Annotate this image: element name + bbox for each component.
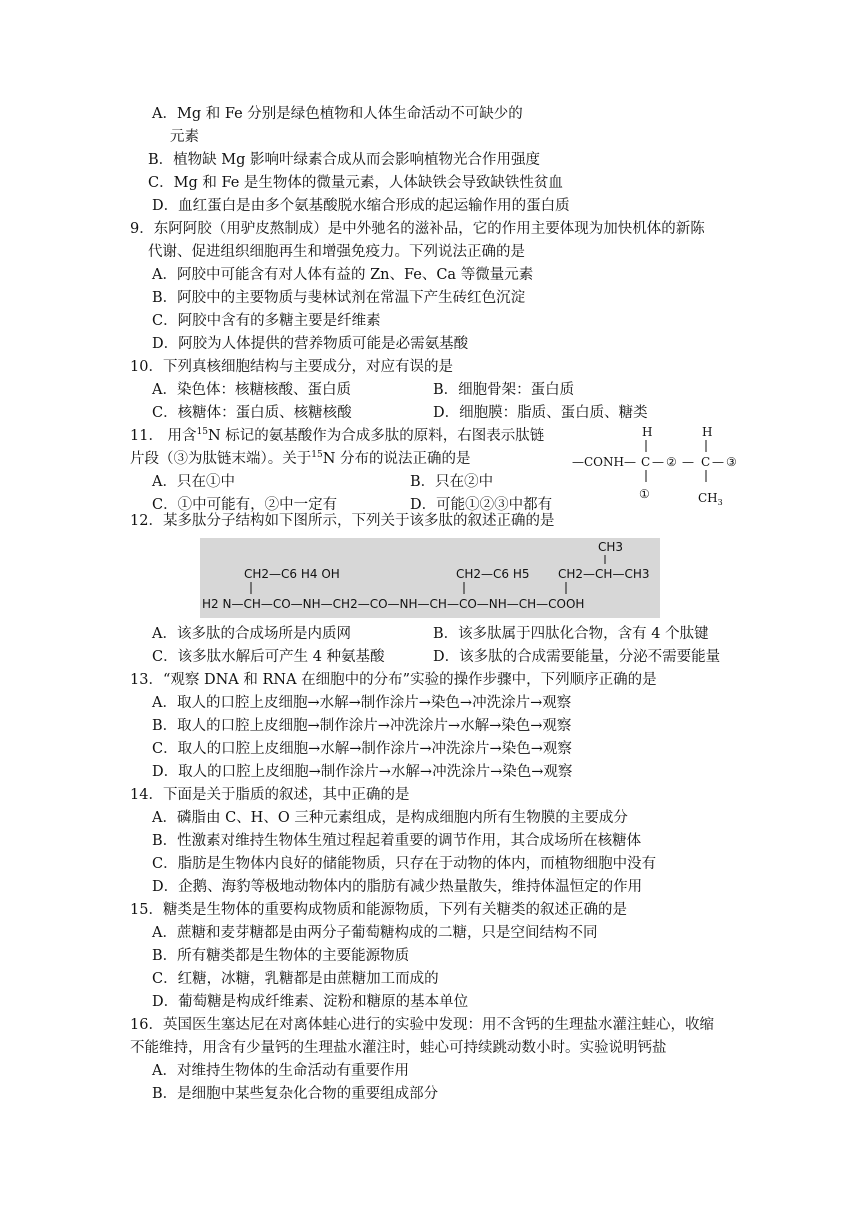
fig11-ch3: $CH_3$ — [698, 491, 723, 507]
fig11-h1: H — [642, 425, 653, 439]
q11-option-b: B．只在②中 — [410, 474, 494, 490]
peptide-fragment-figure — [570, 424, 760, 516]
q14-option-c: C．脂肪是生物体内良好的储能物质，只存在于动物的体内，而植物细胞中没有 — [152, 856, 657, 872]
q10-option-b: B．细胞骨架：蛋白质 — [433, 382, 575, 398]
q14-stem: 14．下面是关于脂质的叙述，其中正确的是 — [130, 787, 410, 803]
q10-option-a: A．染色体：核糖核酸、蛋白质 — [152, 382, 351, 398]
q15-option-a: A．蔗糖和麦芽糖都是由两分子葡萄糖构成的二糖，只是空间结构不同 — [152, 925, 598, 941]
q8-option-d: D．血红蛋白是由多个氨基酸脱水缩合形成的起运输作用的蛋白质 — [152, 198, 570, 214]
svg-text:—: — — [682, 455, 694, 469]
q11-option-a: A．只在①中 — [152, 474, 235, 490]
q16-option-b: B．是细胞中某些复杂化合物的重要组成部分 — [152, 1086, 439, 1102]
q8-option-a: A．Mg 和 Fe 分别是绿色植物和人体生命活动不可缺少的 — [152, 106, 523, 122]
q15-option-b: B．所有糖类都是生物体的主要能源物质 — [152, 948, 410, 964]
fig11-label-3: ③ — [726, 455, 737, 469]
q13-stem: 13．“观察 DNA 和 RNA 在细胞中的分布”实验的操作步骤中，下列顺序正确的是 — [130, 672, 657, 688]
fig11-c2: C — [701, 455, 711, 469]
q9-option-a: A．阿胶中可能含有对人体有益的 Zn、Fe、Ca 等微量元素 — [152, 267, 534, 283]
fig12-r3: CH2—C6 H5 — [456, 567, 530, 581]
q11-stem-cont: 片段（③为肽链末端）。关于$^{15}$N 分布的说法正确的是 — [130, 450, 471, 467]
fig11-conh: —CONH— — [572, 455, 636, 469]
q12-option-d: D．该多肽的合成需要能量，分泌不需要能量 — [433, 649, 721, 665]
fig12-r1: CH2—C6 H4 OH — [244, 567, 340, 581]
fig11-c1: C — [641, 455, 651, 469]
q8-option-a-cont: 元素 — [170, 129, 199, 145]
q15-option-c: C．红糖，冰糖，乳糖都是由蔗糖加工而成的 — [152, 971, 439, 987]
q13-option-b: B．取人的口腔上皮细胞→制作涂片→冲洗涂片→水解→染色→观察 — [152, 718, 572, 734]
q15-stem: 15．糖类是生物体的重要构成物质和能源物质，下列有关糖类的叙述正确的是 — [130, 902, 627, 918]
q13-option-d: D．取人的口腔上皮细胞→制作涂片→水解→冲洗涂片→染色→观察 — [152, 764, 573, 780]
q12-option-a: A．该多肽的合成场所是内质网 — [152, 626, 351, 642]
fig12-r4: CH2—CH—CH3 — [558, 567, 650, 581]
q12-option-b: B．该多肽属于四肽化合物，含有 4 个肽键 — [433, 626, 709, 642]
q13-option-c: C．取人的口腔上皮细胞→水解→制作涂片→冲洗涂片→染色→观察 — [152, 741, 572, 757]
q14-option-d: D．企鹅、海豹等极地动物体内的脂肪有减少热量散失，维持体温恒定的作用 — [152, 879, 643, 895]
q9-option-b: B．阿胶中的主要物质与斐林试剂在常温下产生砖红色沉淀 — [152, 290, 526, 306]
svg-text:—: — — [652, 455, 664, 469]
fig12-main-chain: H2 N—CH—CO—NH—CH2—CO—NH—CH—CO—NH—CH—COOH — [202, 597, 585, 611]
q16-option-a: A．对维持生物体的生命活动有重要作用 — [152, 1063, 409, 1079]
svg-text:—: — — [712, 455, 724, 469]
q9-stem: 9．东阿阿胶（用驴皮熬制成）是中外驰名的滋补品，它的作用主要体现为加快机体的新陈 — [130, 221, 705, 237]
q16-stem: 16．英国医生塞达尼在对离体蛙心进行的实验中发现：用不含钙的生理盐水灌注蛙心，收缩 — [130, 1017, 714, 1033]
q14-option-a: A．磷脂由 C、H、O 三种元素组成，是构成细胞内所有生物膜的主要成分 — [152, 810, 628, 826]
fig11-h2: H — [702, 425, 713, 439]
q13-option-a: A．取人的口腔上皮细胞→水解→制作涂片→染色→冲洗涂片→观察 — [152, 695, 572, 711]
q9-option-d: D．阿胶为人体提供的营养物质可能是必需氨基酸 — [152, 336, 469, 352]
q10-option-d: D．细胞膜：脂质、蛋白质、糖类 — [433, 405, 648, 421]
fig11-label-1: ① — [639, 487, 650, 501]
q9-stem-cont: 代谢、促进组织细胞再生和增强免疫力。下列说法正确的是 — [148, 244, 525, 260]
q16-stem-cont: 不能维持，用含有少量钙的生理盐水灌注时，蛙心可持续跳动数小时。实验说明钙盐 — [130, 1040, 667, 1056]
q11-stem: 11． 用含$^{15}$N 标记的氨基酸作为合成多肽的原料，右图表示肽链 — [130, 427, 545, 444]
q9-option-c: C．阿胶中含有的多糖主要是纤维素 — [152, 313, 381, 329]
q11-option-c: C．①中可能有，②中一定有 — [152, 497, 338, 513]
q11-option-d: D．可能①②③中都有 — [410, 497, 553, 513]
q8-option-c: C．Mg 和 Fe 是生物体的微量元素，人体缺铁会导致缺铁性贫血 — [148, 175, 563, 191]
fig11-label-2: ② — [666, 455, 677, 469]
q14-option-b: B．性激素对维持生物体生殖过程起着重要的调节作用，其合成场所在核糖体 — [152, 833, 642, 849]
q10-stem: 10．下列真核细胞结构与主要成分，对应有误的是 — [130, 359, 453, 375]
q12-option-c: C．该多肽水解后可产生 4 种氨基酸 — [152, 649, 385, 665]
q10-option-c: C．核糖体：蛋白质、核糖核酸 — [152, 405, 352, 421]
q8-option-b: B．植物缺 Mg 影响叶绿素合成从而会影响植物光合作用强度 — [148, 152, 541, 168]
q12-stem: 12．某多肽分子结构如下图所示，下列关于该多肽的叙述正确的是 — [130, 513, 555, 529]
polypeptide-structure-figure — [200, 538, 660, 618]
q15-option-d: D．葡萄糖是构成纤维素、淀粉和糖原的基本单位 — [152, 994, 469, 1010]
fig12-ch3-top: CH3 — [598, 540, 624, 554]
